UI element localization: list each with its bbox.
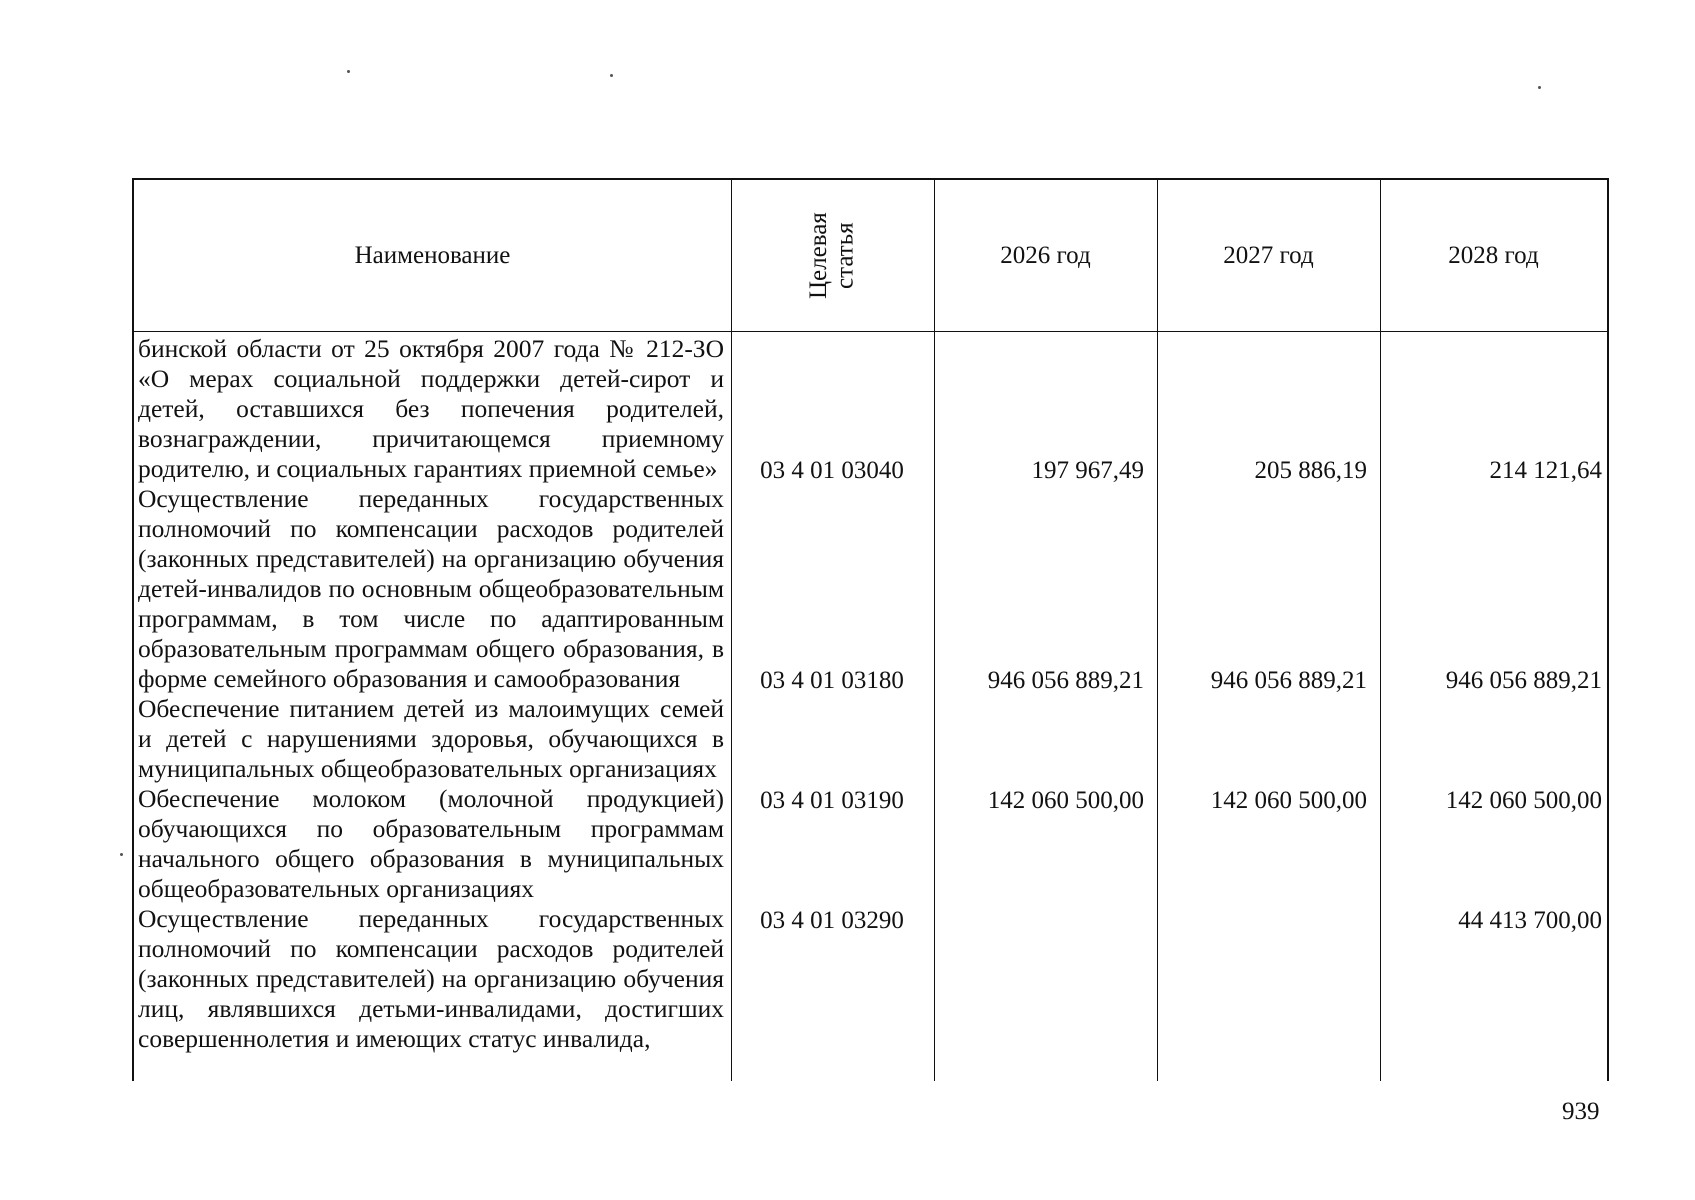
header-name <box>134 180 731 331</box>
header-2026 <box>934 180 1157 331</box>
row-name: Осуществление переданных государственных полномочий по компенсации расходов родителей (законных представителей) на организацию обучения детей-инвалидов по основным общеобразовательным программам, в том числе по адаптированным образовательным программам общего образования, в форме семейного образования и самообразования <box>138 484 724 693</box>
name-column <box>138 334 724 1054</box>
row-name: Обеспечение питанием детей из малоимущих семей и детей с нарушениями здоровья, обучающихся в муниципальных общеобразовательных организациях <box>138 694 724 783</box>
row-2026-value: 946 056 889,21 <box>987 667 1144 694</box>
row-code: 03 4 01 03180 <box>760 667 904 694</box>
row-2026-value: 142 060 500,00 <box>987 787 1144 814</box>
header-name-label: Наименование <box>354 241 511 269</box>
header-2027 <box>1157 180 1380 331</box>
scan-speck <box>1538 86 1541 89</box>
scan-speck <box>610 74 613 77</box>
header-2026-label: 2026 год <box>1000 241 1091 269</box>
scan-speck <box>347 70 350 73</box>
row-2028-value: 946 056 889,21 <box>1445 667 1602 694</box>
row-name: Осуществление переданных государственных полномочий по компенсации расходов родителей (законных представителей) на организацию обучения лиц, являвшихся детьми-инвалидами, достигших совершеннолетия и имеющих статус инвалида, <box>138 904 724 1053</box>
header-divider <box>134 331 1607 332</box>
header-code <box>731 180 934 331</box>
row-2027-value: 205 886,19 <box>1254 457 1367 484</box>
header-2027-label: 2027 год <box>1223 241 1314 269</box>
header-code-label: Целевая статья <box>805 212 859 299</box>
header-2028 <box>1380 180 1607 331</box>
row-2028-value: 214 121,64 <box>1489 457 1602 484</box>
row-2027-value: 946 056 889,21 <box>1210 667 1367 694</box>
page-number: 939 <box>1562 1098 1600 1125</box>
header-2028-label: 2028 год <box>1448 241 1539 269</box>
budget-table <box>132 178 1609 1081</box>
row-code: 03 4 01 03040 <box>760 457 904 484</box>
row-2028-value: 44 413 700,00 <box>1458 907 1602 934</box>
row-2028-value: 142 060 500,00 <box>1445 787 1602 814</box>
row-2027-value: 142 060 500,00 <box>1210 787 1367 814</box>
row-code: 03 4 01 03190 <box>760 787 904 814</box>
row-name: бинской области от 25 октября 2007 года № 212-ЗО «О мерах социальной поддержки детей-сирот и детей, оставшихся без попечения родителей, вознаграждении, причитающемся приемному родителю, и социальных гарантиях приемной семье» <box>138 334 724 483</box>
row-code: 03 4 01 03290 <box>760 907 904 934</box>
row-name: Обеспечение молоком (молочной продукцией) обучающихся по образовательным программам начального общего образования в муниципальных общеобразовательных организациях <box>138 784 724 903</box>
scan-speck <box>120 853 123 856</box>
row-2026-value: 197 967,49 <box>1031 457 1144 484</box>
